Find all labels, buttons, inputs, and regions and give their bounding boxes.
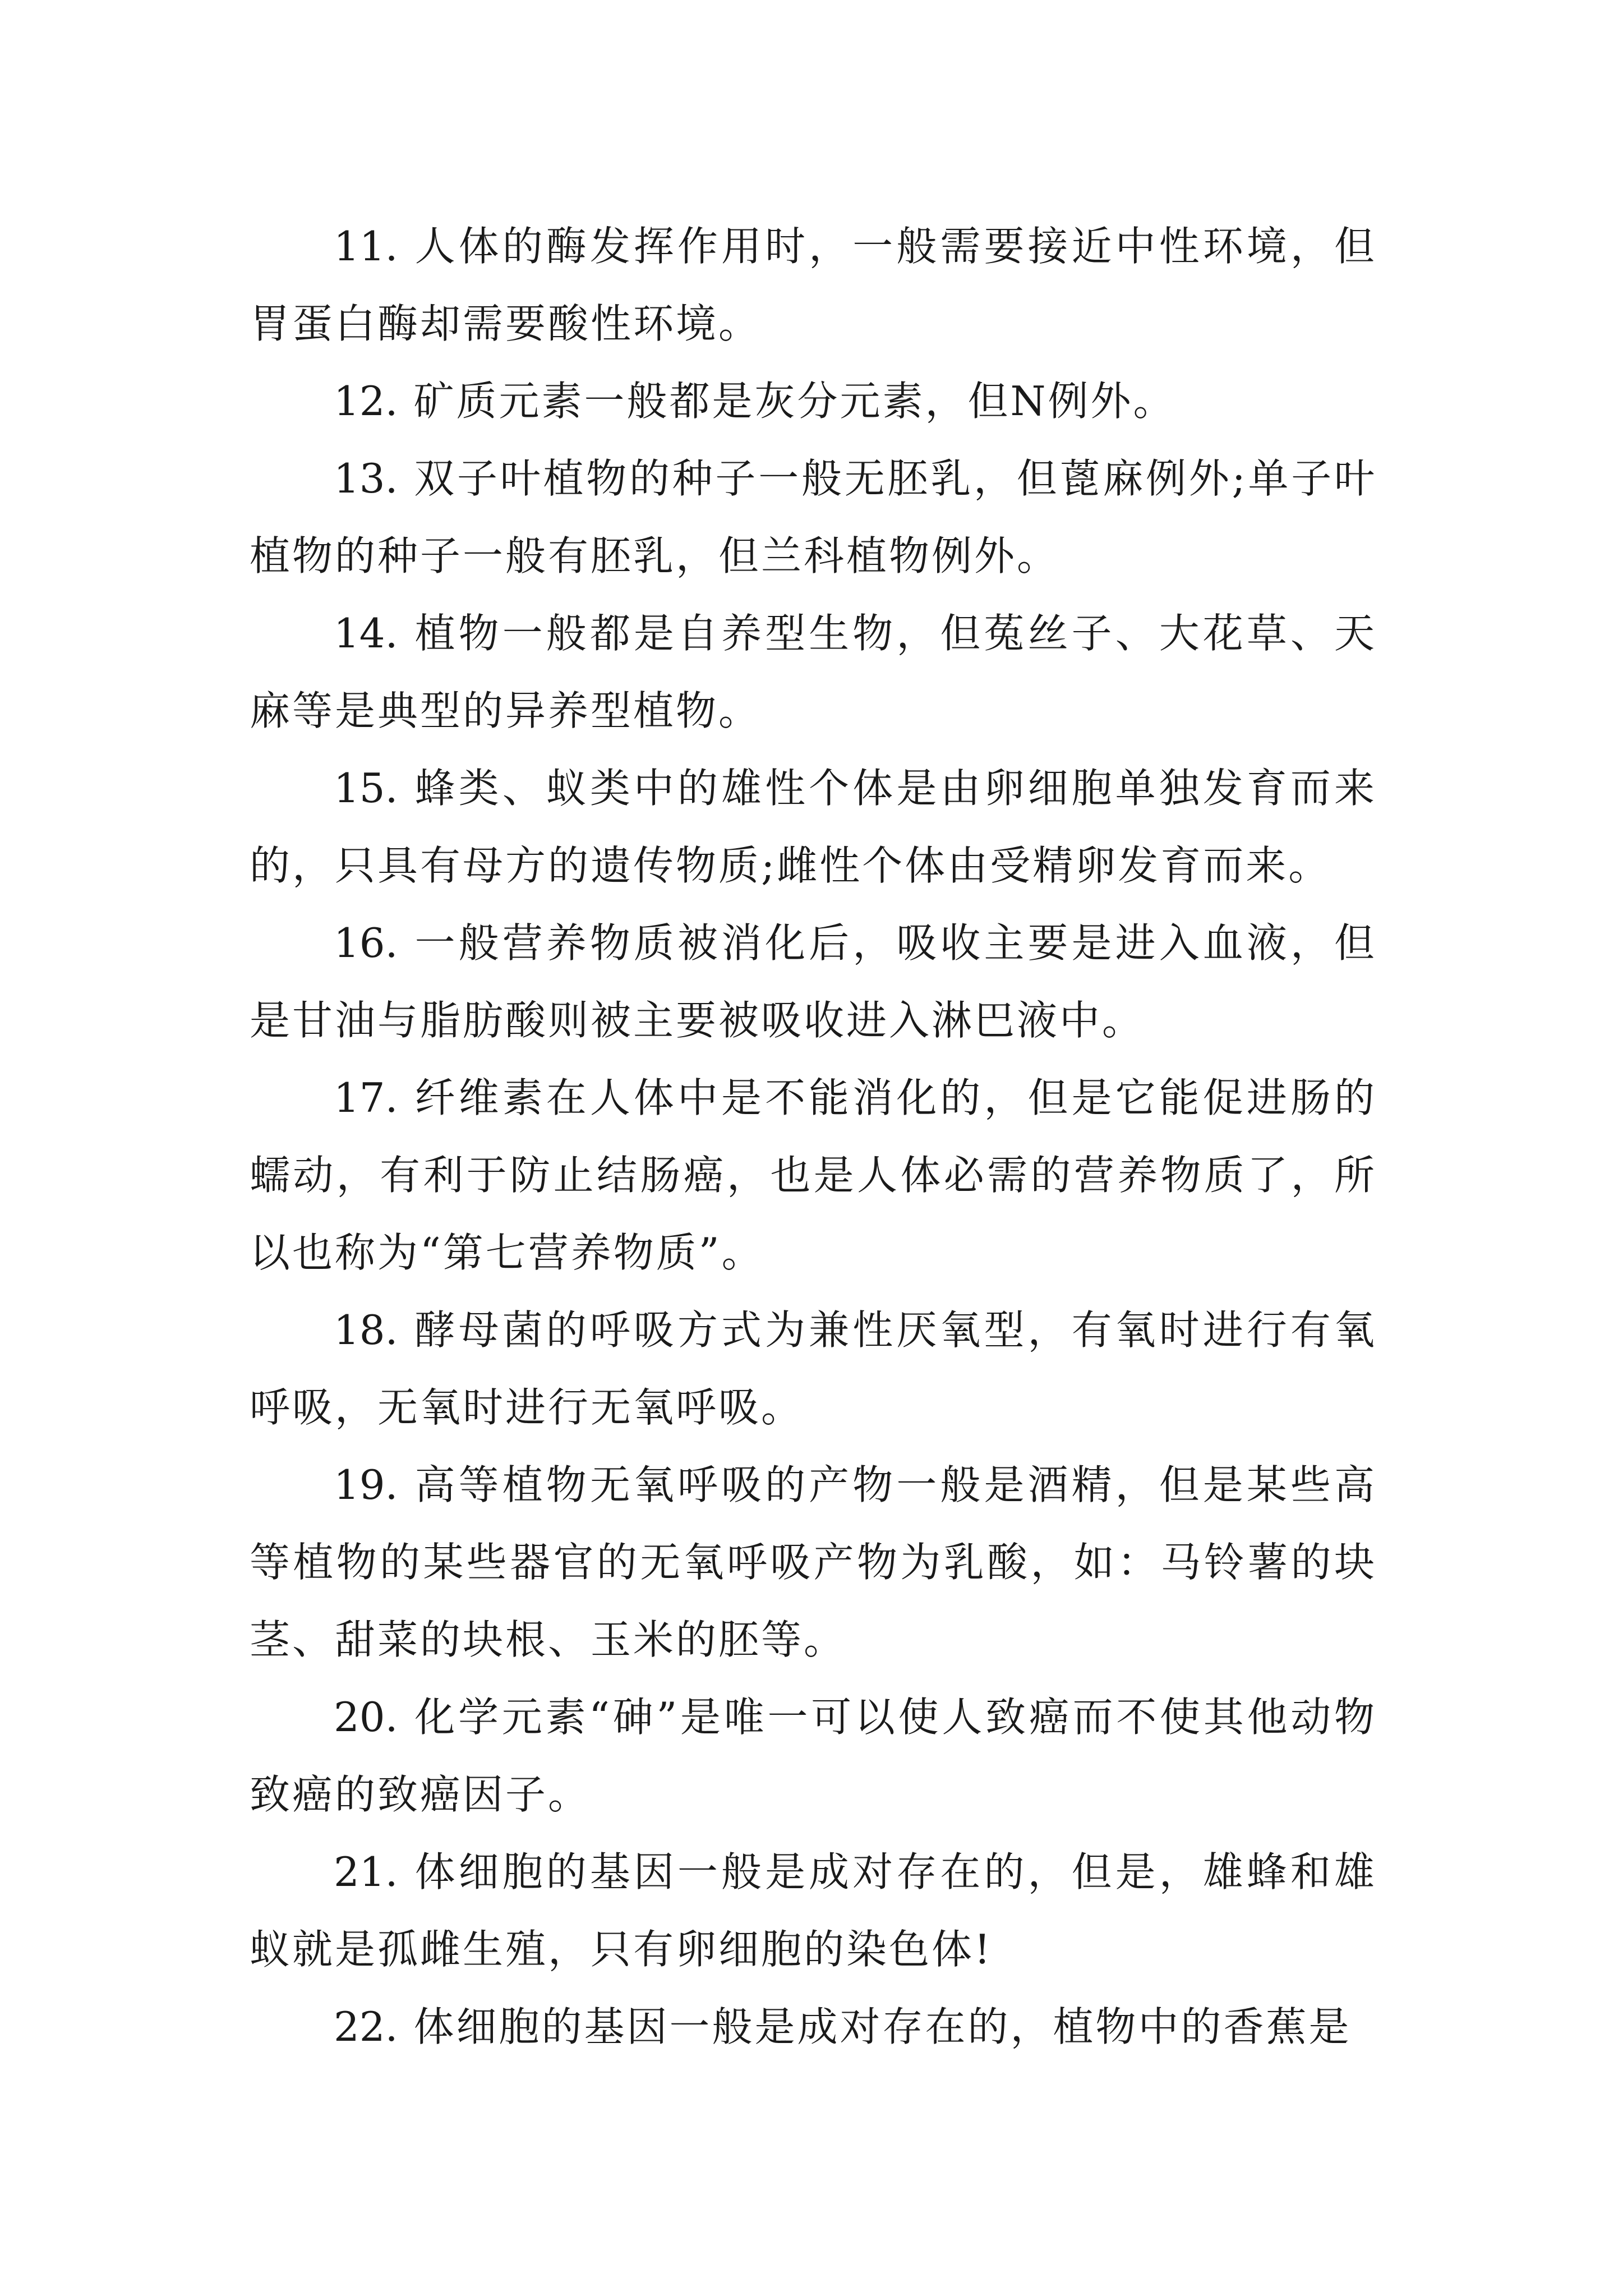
item-text: 一般营养物质被消化后，吸收主要是进入血液，但是甘油与脂肪酸则被主要被吸收进入淋巴液中。: [250, 919, 1377, 1044]
list-item-20: [250, 1678, 1377, 1833]
item-number: 22.: [334, 2003, 398, 2050]
item-text: 体细胞的基因一般是成对存在的，植物中的香蕉是: [413, 2003, 1352, 2050]
item-text: 化学元素“砷”是唯一可以使人致癌而不使其他动物致癌的致癌因子。: [250, 1694, 1377, 1818]
list-item-12: [250, 362, 1377, 440]
item-text: 纤维素在人体中是不能消化的，但是它能促进肠的蠕动，有利于防止结肠癌，也是人体必需的营养物质了，所以也称为“第七营养物质”。: [250, 1074, 1377, 1276]
list-item-22: [250, 1988, 1377, 2065]
item-number: 14.: [334, 610, 398, 657]
item-text: 高等植物无氧呼吸的产物一般是酒精，但是某些高等植物的某些器官的无氧呼吸产物为乳酸，如：马铃薯的块茎、甜菜的块根、玉米的胚等。: [250, 1461, 1377, 1663]
item-number: 18.: [334, 1306, 398, 1354]
item-text: 体细胞的基因一般是成对存在的，但是，雄蜂和雄蚁就是孤雌生殖，只有卵细胞的染色体!: [250, 1848, 1377, 1973]
list-item-21: [250, 1833, 1377, 1988]
item-text: 蜂类、蚁类中的雄性个体是由卵细胞单独发育而来的，只具有母方的遗传物质;雌性个体由受精卵发育而来。: [250, 765, 1377, 889]
list-item-13: [250, 440, 1377, 595]
item-number: 11.: [334, 223, 398, 270]
item-number: 21.: [334, 1848, 398, 1895]
item-text: 双子叶植物的种子一般无胚乳，但蓖麻例外;单子叶植物的种子一般有胚乳，但兰科植物例外。: [250, 455, 1377, 579]
item-text: 酵母菌的呼吸方式为兼性厌氧型，有氧时进行有氧呼吸，无氧时进行无氧呼吸。: [250, 1306, 1377, 1431]
document-body: [250, 208, 1377, 2065]
item-number: 20.: [334, 1694, 398, 1741]
item-text: 植物一般都是自养型生物，但菟丝子、大花草、天麻等是典型的异养型植物。: [250, 610, 1377, 734]
list-item-15: [250, 749, 1377, 904]
list-item-16: [250, 904, 1377, 1059]
item-number: 17.: [334, 1074, 398, 1121]
item-number: 19.: [334, 1461, 398, 1508]
item-text: 矿质元素一般都是灰分元素，但N例外。: [413, 378, 1176, 425]
item-number: 13.: [334, 455, 398, 502]
list-item-18: [250, 1291, 1377, 1446]
list-item-17: [250, 1059, 1377, 1291]
list-item-11: [250, 208, 1377, 362]
list-item-14: [250, 595, 1377, 749]
item-number: 16.: [334, 919, 398, 967]
item-text: 人体的酶发挥作用时，一般需要接近中性环境，但胃蛋白酶却需要酸性环境。: [250, 223, 1377, 347]
list-item-19: [250, 1446, 1377, 1678]
item-number: 12.: [334, 378, 398, 425]
item-number: 15.: [334, 765, 398, 812]
